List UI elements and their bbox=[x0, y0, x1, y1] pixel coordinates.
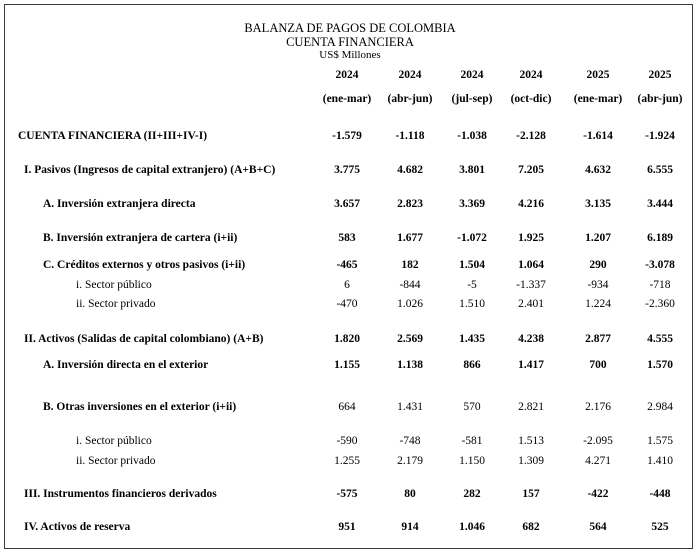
cell-value: -2.095 bbox=[583, 435, 613, 447]
row-creditos-sector-privado bbox=[0, 297, 700, 311]
cell-value: -581 bbox=[461, 435, 483, 447]
row-label: B. Otras inversiones en el exterior (i+ii) bbox=[43, 401, 237, 413]
row-inversion-extranjera-directa bbox=[0, 197, 700, 211]
cell-value: 1.255 bbox=[334, 455, 360, 467]
cell-value: -3.078 bbox=[645, 259, 675, 271]
cell-value: 1.513 bbox=[518, 435, 544, 447]
row-label: I. Pasivos (Ingresos de capital extranjero) (A+B+C) bbox=[24, 164, 276, 176]
cell-value: 1.677 bbox=[397, 232, 423, 244]
row-label: i. Sector público bbox=[76, 279, 152, 291]
row-instrumentos-derivados bbox=[0, 487, 700, 501]
cell-value: 2.179 bbox=[397, 455, 423, 467]
cell-value: 866 bbox=[463, 359, 481, 371]
cell-value: 3.657 bbox=[334, 198, 360, 210]
col-year: 2024 bbox=[335, 69, 359, 81]
cell-value: 1.575 bbox=[647, 435, 673, 447]
cell-value: 700 bbox=[589, 359, 607, 371]
col-period: (oct-dic) bbox=[510, 93, 552, 105]
cell-value: 1.510 bbox=[459, 298, 485, 310]
cell-value: -1.614 bbox=[583, 130, 613, 142]
cell-value: 282 bbox=[463, 488, 481, 500]
col-period: (ene-mar) bbox=[322, 93, 372, 105]
cell-value: 664 bbox=[338, 401, 356, 413]
col-year: 2024 bbox=[460, 69, 484, 81]
cell-value: 525 bbox=[651, 521, 669, 533]
cell-value: 7.205 bbox=[518, 164, 544, 176]
cell-value: 2.821 bbox=[518, 401, 544, 413]
row-label: i. Sector público bbox=[76, 435, 152, 447]
cell-value: 3.775 bbox=[334, 164, 360, 176]
row-label: B. Inversión extranjera de cartera (i+ii) bbox=[43, 232, 238, 244]
units-label: US$ Millones bbox=[319, 49, 381, 61]
col-period: (abr-jun) bbox=[387, 93, 433, 105]
cell-value: 3.444 bbox=[647, 198, 673, 210]
cell-value: 6 bbox=[344, 279, 350, 291]
cell-value: -1.072 bbox=[457, 232, 487, 244]
cell-value: -2.360 bbox=[645, 298, 675, 310]
cell-value: 1.925 bbox=[518, 232, 544, 244]
cell-value: 1.155 bbox=[334, 359, 360, 371]
cell-value: 80 bbox=[404, 488, 416, 500]
cell-value: -844 bbox=[399, 279, 421, 291]
cell-value: 1.207 bbox=[585, 232, 611, 244]
cell-value: 4.238 bbox=[518, 333, 544, 345]
cell-value: 570 bbox=[463, 401, 481, 413]
cell-value: 583 bbox=[338, 232, 356, 244]
row-label: III. Instrumentos financieros derivados bbox=[24, 488, 217, 500]
cell-value: 1.309 bbox=[518, 455, 544, 467]
cell-value: 1.150 bbox=[459, 455, 485, 467]
row-label: II. Activos (Salidas de capital colombiano) (A+B) bbox=[24, 333, 264, 345]
cell-value: -718 bbox=[649, 279, 671, 291]
row-inversion-directa-exterior bbox=[0, 358, 700, 372]
col-year: 2024 bbox=[519, 69, 543, 81]
report-subtitle: CUENTA FINANCIERA bbox=[286, 35, 414, 49]
cell-value: 182 bbox=[401, 259, 419, 271]
row-otras-sector-publico bbox=[0, 434, 700, 448]
col-period: (ene-mar) bbox=[573, 93, 623, 105]
cell-value: 290 bbox=[589, 259, 607, 271]
cell-value: 1.046 bbox=[459, 521, 485, 533]
cell-value: 2.984 bbox=[647, 401, 673, 413]
row-label: ii. Sector privado bbox=[76, 455, 156, 467]
cell-value: 2.401 bbox=[518, 298, 544, 310]
cell-value: -748 bbox=[399, 435, 421, 447]
cell-value: -1.118 bbox=[395, 130, 425, 142]
cell-value: 4.682 bbox=[397, 164, 423, 176]
cell-value: -465 bbox=[336, 259, 358, 271]
cell-value: 1.504 bbox=[459, 259, 485, 271]
row-label: ii. Sector privado bbox=[76, 298, 156, 310]
row-cuenta-financiera bbox=[0, 129, 700, 143]
cell-value: -1.924 bbox=[645, 130, 675, 142]
row-label: C. Créditos externos y otros pasivos (i+ii) bbox=[43, 259, 246, 271]
cell-value: 3.801 bbox=[459, 164, 485, 176]
row-otras-sector-privado bbox=[0, 454, 700, 468]
cell-value: 1.026 bbox=[397, 298, 423, 310]
cell-value: 1.410 bbox=[647, 455, 673, 467]
cell-value: 1.224 bbox=[585, 298, 611, 310]
row-otras-inversiones-exterior bbox=[0, 400, 700, 414]
row-activos bbox=[0, 332, 700, 346]
cell-value: 6.189 bbox=[647, 232, 673, 244]
col-period: (abr-jun) bbox=[637, 93, 683, 105]
row-label: IV. Activos de reserva bbox=[24, 521, 131, 533]
cell-value: 4.271 bbox=[585, 455, 611, 467]
row-inversion-extranjera-cartera bbox=[0, 231, 700, 245]
cell-value: -2.128 bbox=[516, 130, 546, 142]
cell-value: -1.038 bbox=[457, 130, 487, 142]
cell-value: 951 bbox=[338, 521, 356, 533]
cell-value: 1.138 bbox=[397, 359, 423, 371]
cell-value: 682 bbox=[522, 521, 540, 533]
cell-value: 4.216 bbox=[518, 198, 544, 210]
cell-value: 1.820 bbox=[334, 333, 360, 345]
cell-value: 4.632 bbox=[585, 164, 611, 176]
row-label: A. Inversión extranjera directa bbox=[43, 198, 196, 210]
cell-value: 1.435 bbox=[459, 333, 485, 345]
cell-value: 3.135 bbox=[585, 198, 611, 210]
row-pasivos bbox=[0, 163, 700, 177]
cell-value: -1.579 bbox=[332, 130, 362, 142]
cell-value: -422 bbox=[587, 488, 609, 500]
col-year: 2025 bbox=[648, 69, 672, 81]
cell-value: -5 bbox=[467, 279, 477, 291]
cell-value: -934 bbox=[587, 279, 609, 291]
cell-value: -470 bbox=[336, 298, 358, 310]
col-year: 2025 bbox=[586, 69, 610, 81]
cell-value: 4.555 bbox=[647, 333, 673, 345]
row-creditos-sector-publico bbox=[0, 278, 700, 292]
col-year: 2024 bbox=[398, 69, 422, 81]
cell-value: 1.431 bbox=[397, 401, 423, 413]
cell-value: 564 bbox=[589, 521, 607, 533]
cell-value: 1.417 bbox=[518, 359, 544, 371]
cell-value: 1.064 bbox=[518, 259, 544, 271]
row-creditos-externos bbox=[0, 258, 700, 272]
col-period: (jul-sep) bbox=[451, 93, 493, 105]
cell-value: -590 bbox=[336, 435, 358, 447]
cell-value: -448 bbox=[649, 488, 671, 500]
cell-value: 6.555 bbox=[647, 164, 673, 176]
row-label: A. Inversión directa en el exterior bbox=[43, 359, 209, 371]
row-activos-reserva bbox=[0, 520, 700, 534]
cell-value: 1.570 bbox=[647, 359, 673, 371]
report-title: BALANZA DE PAGOS DE COLOMBIA bbox=[244, 21, 456, 35]
cell-value: 2.823 bbox=[397, 198, 423, 210]
cell-value: -1.337 bbox=[516, 279, 546, 291]
cell-value: 3.369 bbox=[459, 198, 485, 210]
cell-value: 2.176 bbox=[585, 401, 611, 413]
cell-value: 914 bbox=[401, 521, 419, 533]
cell-value: -575 bbox=[336, 488, 358, 500]
cell-value: 157 bbox=[522, 488, 540, 500]
cell-value: 2.569 bbox=[397, 333, 423, 345]
cell-value: 2.877 bbox=[585, 333, 611, 345]
row-label: CUENTA FINANCIERA (II+III+IV-I) bbox=[18, 130, 208, 142]
